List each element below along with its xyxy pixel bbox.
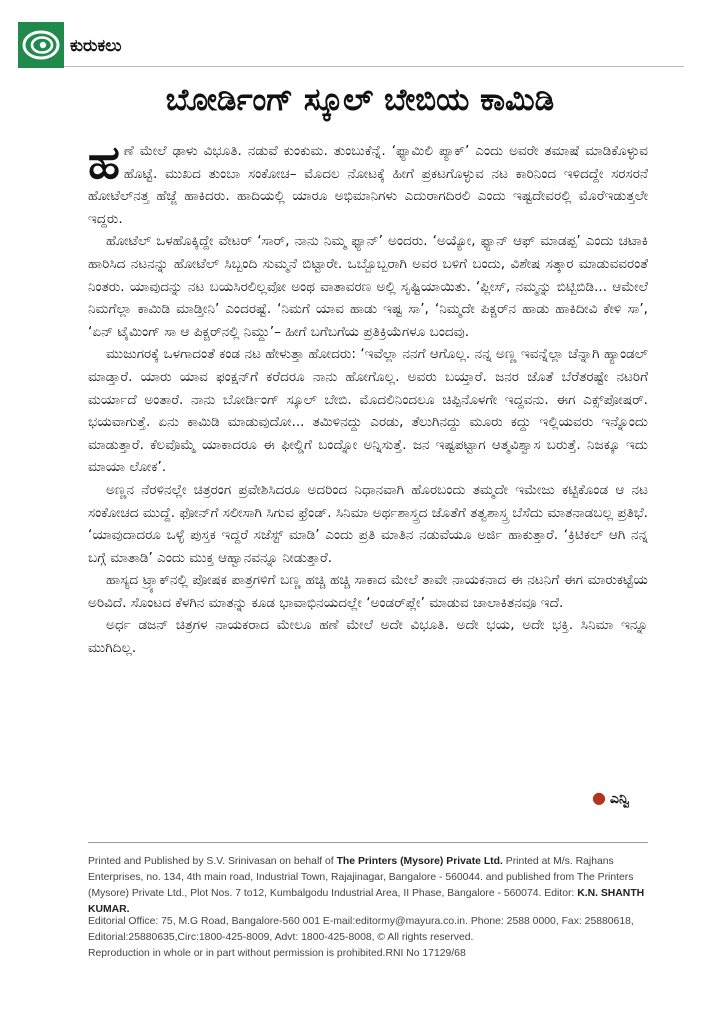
- article-paragraph: ಮುಜುಗರಕ್ಕೆ ಒಳಗಾದಂತೆ ಕಂಡ ನಟ ಹೇಳುತ್ತಾ ಹೋದರು: ‘ಇವೆಲ್ಲಾ ನನಗೆ ಆಗೊಲ್ಲ. ನನ್ನ ಅಣ್ಣ ಇವನ್ನೆಲ್ಲಾ ಚೆನ್ನಾಗಿ ಹ್ಯಾಂಡಲ್ ಮಾಡ್ತಾರೆ. ಯಾರು ಯಾವ ಫಂಕ್ಷನ್‌ಗೆ ಕರೆದರೂ ನಾನು ಹೋಗೊಲ್ಲ. ಅವರು ಬಯ್ತಾರೆ. ಜನರ ಜೊತೆ ಬೆರೆತರಷ್ಟೇ ನಟರಿಗೆ ಮರ್ಯಾದೆ ಅಂತಾರೆ. ನಾನು ಬೋರ್ಡಿಂಗ್ ಸ್ಕೂಲ್ ಬೇಬಿ. ಮೊದಲಿನಿಂದಲೂ ಚಿಪ್ಪಿನೊಳಗೇ ಇದ್ದವನು. ಈಗ ಎಕ್ಸ್‌ಪೋಷರ್. ಭಯವಾಗುತ್ತೆ. ಏನು ಕಾಮಿಡಿ ಮಾಡುವುದೋ... ತಮಿಳಿನದ್ದು ಎರಡು, ತೆಲುಗಿನದ್ದು ಮೂರು ಕದ್ದು ಇಲ್ಲಿಯವರು ಇನ್ನೊಂದು ಮಾಡುತ್ತಾರೆ. ಕೆಲವೊಮ್ಮೆ ಯಾಕಾದರೂ ಈ ಫೀಲ್ಡಿಗೆ ಬಂದ್ನೋ ಅನ್ನಿಸುತ್ತೆ. ಜನ ಇಷ್ಟಪಟ್ಟಾಗ ಆತ್ಮವಿಶ್ವಾಸ ಬರುತ್ತೆ. ನಿಜಕ್ಕೂ ಇದು ಮಾಯಾ ಲೋಕ’.: [88, 346, 648, 476]
- office-address: Editorial Office: 75, M.G Road, Bangalore-560 001 E-mail:editormy@mayura.co.in. Phone: 2588 0000, Fax: 25880618, Editorial:25880635,Circ:1800-425-8009, Advt: 1800-425-8008, © All rights reserved.: [88, 916, 634, 943]
- article-paragraph: ಹೋಟೆಲ್ ಒಳಹೊಕ್ಕಿದ್ದೇ ವೇಟರ್ ‘ಸಾರ್, ನಾನು ನಿಮ್ಮ ಫ್ಯಾನ್’ ಅಂದರು. ‘ಅಯ್ಯೋ, ಫ್ಯಾನ್ ಆಫ್ ಮಾಡಪ್ಪ’ ಎಂದು ಚಟಾಕಿ ಹಾರಿಸಿದ ನಟನನ್ನು ಹೋಟೆಲ್ ಸಿಬ್ಬಂದಿ ಸುಮ್ಮನೆ ಬಿಟ್ಟಾರೇ. ಒಬ್ಬೊಬ್ಬರಾಗಿ ಅವರ ಬಳಿಗೆ ಬಂದು, ವಿಶೇಷ ಸತ್ಕಾರ ಮಾಡುವವರಂತೆ ನಿಂತರು. ಯಾವುದನ್ನು ನಟ ಬಯಸಿರಲಿಲ್ಲವೋ ಅಂಥ ವಾತಾವರಣ ಅಲ್ಲಿ ಸೃಷ್ಟಿಯಾಯಿತು. ‘ಪ್ಲೀಸ್, ನಮ್ಮನ್ನು ಬಿಟ್ಬಿಬಿಡಿ... ಆಮೇಲೆ ನಿಮಗೆಲ್ಲಾ ಕಾಮಿಡಿ ಮಾಡ್ತೀನಿ’ ಎಂದರಷ್ಟೆ. ‘ನಿಮಗೆ ಯಾವ ಹಾಡು ಇಷ್ಟ ಸಾ’, ‘ನಿಮ್ಮದೇ ಪಿಕ್ಚರ್‌ನ ಹಾಡು ಹಾಕಿದೀವಿ ಕೇಳಿ ಸಾ’, ‘ಏನ್ ಟೈಮಿಂಗ್ ಸಾ ಆ ಪಿಕ್ಚರ್‌ನಲ್ಲಿ ನಿಮ್ದು’– ಹೀಗೆ ಬಗೆಬಗೆಯ ಪ್ರತಿಕ್ರಿಯೆಗಳೂ ಬಂದವು.: [88, 233, 648, 340]
- drop-cap: ಹ: [88, 135, 120, 189]
- imprint-text: Printed and Published by S.V. Srinivasan on behalf of: [88, 856, 337, 867]
- author-initials: ಎನ್ವಿ: [609, 791, 630, 807]
- bullet-dot-icon: ●: [592, 788, 606, 807]
- imprint-company: The Printers (Mysore) Private Ltd.: [336, 856, 503, 867]
- author-signoff: [592, 788, 629, 807]
- article-paragraph: ಅಣ್ಣನ ನೆರಳಿನಲ್ಲೇ ಚಿತ್ರರಂಗ ಪ್ರವೇಶಿಸಿದರೂ ಅದರಿಂದ ನಿಧಾನವಾಗಿ ಹೊರಬಂದು ತಮ್ಮದೇ ಇಮೇಜು ಕಟ್ಟಿಕೊಂಡ ಆ ನಟ ಸಂಕೋಚದ ಮುದ್ದೆ. ಫೋನ್‌ಗೆ ಸಲೀಸಾಗಿ ಸಿಗುವ ಫ್ರೆಂಡ್. ಸಿನಿಮಾ ಅರ್ಥಶಾಸ್ತ್ರದ ಜೊತೆಗೆ ತತ್ವಶಾಸ್ತ್ರ ಬೆಸೆದು ಮಾತನಾಡಬಲ್ಲ ಪ್ರತಿಭೆ. ‘ಯಾವುದಾದರೂ ಒಳ್ಳೆ ಪುಸ್ತಕ ಇದ್ದರೆ ಸಜೆಸ್ಟ್ ಮಾಡಿ’ ಎಂದು ಪ್ರತಿ ಮಾತಿನ ನಡುವೆಯೂ ಅರ್ಜಿ ಹಾಕುತ್ತಾರೆ. ‘ಕ್ರಿಟಿಕಲ್ ಆಗಿ ನನ್ನ ಬಗ್ಗೆ ಮಾತಾಡಿ’ ಎಂದು ಮುಕ್ತ ಆಹ್ವಾನವನ್ನೂ ನೀಡುತ್ತಾರೆ.: [88, 481, 648, 566]
- imprint-editor: K.N. SHANTH KUMAR.: [88, 888, 645, 915]
- header-divider: [64, 66, 684, 67]
- office-info: [88, 914, 650, 962]
- paragraph-text: ಣೆ ಮೇಲೆ ಢಾಳು ವಿಭೂತಿ. ನಡುವೆ ಕುಂಕುಮ. ತುಂಬುಕೆನ್ನೆ. ‘ಫ್ಯಾಮಿಲಿ ಪ್ಯಾಕ್’ ಎಂದು ಅವರೇ ತಮಾಷೆ ಮಾಡಿಕೊಳ್ಳುವ ಹೊಟ್ಟೆ. ಮುಖದ ತುಂಬಾ ಸಂಕೋಚ– ಮೊದಲ ನೋಟಕ್ಕೆ ಹೀಗೆ ಪ್ರಕಟಗೊಳ್ಳುವ ನಟ ಕಾರಿನಿಂದ ಇಳಿದದ್ದೇ ಸರಸರನೆ ಹೋಟೆಲ್‌ನತ್ತ ಹೆಜ್ಜೆ ಹಾಕಿದರು. ಹಾದಿಯಲ್ಲಿ ಯಾರೂ ಅಭಿಮಾನಿಗಳು ಎದುರಾಗದಿರಲಿ ಎಂದು ಇಷ್ಟದೇವರಲ್ಲಿ ಮೊರೆಇಡುತ್ತಲೇ ಇದ್ದರು.: [88, 143, 648, 227]
- footer-divider: [88, 842, 648, 843]
- article-body: [88, 135, 648, 660]
- magazine-logo: [18, 22, 64, 68]
- article-paragraph: [88, 135, 648, 230]
- imprint-text-2: Printed at M/s. Rajhans Enterprises, no. 134, 4th main road, Industrial Town, Rajajinagar, Bangalore - 560044. and published from The Printers (Mysore) Private Ltd., Plot Nos. 7 to12, Kumbalgodu Industrial Area, II Phase, Bangalore - 560074. Editor:: [88, 856, 634, 899]
- swirl-logo-icon: [18, 22, 64, 68]
- article-paragraph: ಅರ್ಧ ಡಜನ್ ಚಿತ್ರಗಳ ನಾಯಕರಾದ ಮೇಲೂ ಹಣೆ ಮೇಲೆ ಅದೇ ವಿಭೂತಿ. ಅದೇ ಭಯ, ಅದೇ ಭಕ್ತಿ. ಸಿನಿಮಾ ಇನ್ನೂ ಮುಗಿದಿಲ್ಲ.: [88, 617, 648, 657]
- imprint-line: [88, 854, 650, 918]
- reproduction-notice: Reproduction in whole or in part without permission is prohibited.RNI No 17129/68: [88, 948, 466, 959]
- section-label: ಕುರುಕಲು: [70, 36, 122, 56]
- article-title: ಬೋರ್ಡಿಂಗ್ ಸ್ಕೂಲ್ ಬೇಬಿಯ ಕಾಮಿಡಿ: [165, 82, 555, 118]
- article-paragraph: ಹಾಸ್ಯದ ಟ್ರ್ಯಾಕ್‌ನಲ್ಲಿ ಪೋಷಕ ಪಾತ್ರಗಳಿಗೆ ಬಣ್ಣ ಹಚ್ಚಿ ಹಚ್ಚಿ ಸಾಕಾದ ಮೇಲೆ ತಾವೇ ನಾಯಕನಾದ ಈ ನಟನಿಗೆ ಈಗ ಮಾರುಕಟ್ಟೆಯ ಅರಿವಿದೆ. ಸೊಂಟದ ಕೆಳಗಿನ ಮಾತನ್ನು ಕೂಡ ಭಾವಾಭಿನಯದಲ್ಲೇ ‘ಅಂಡರ್‌ಪ್ಲೇ’ ಮಾಡುವ ಚಾಲಾಕಿತನವೂ ಇದೆ.: [88, 572, 648, 611]
